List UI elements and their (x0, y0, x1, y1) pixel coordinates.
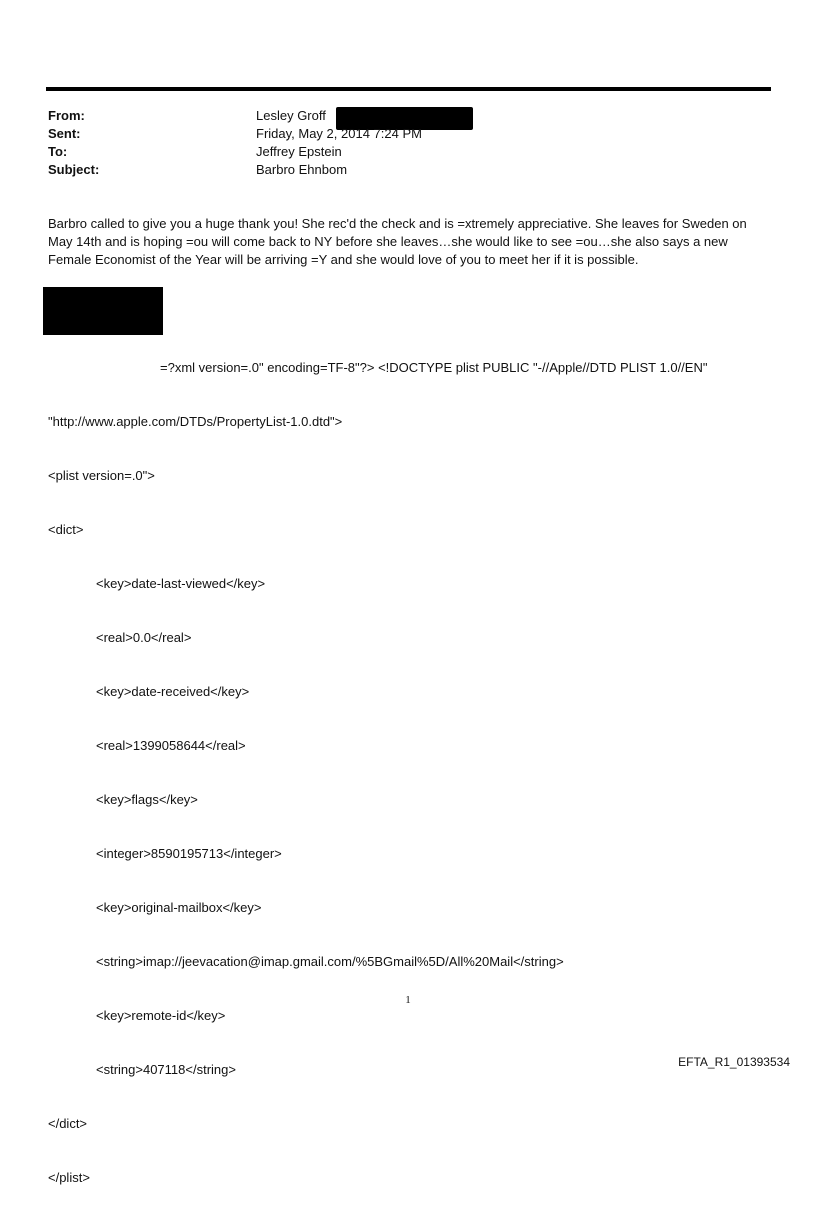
subject-label: Subject: (48, 162, 100, 177)
plist-line: <real>1399058644</real> (96, 738, 246, 753)
sent-label: Sent: (48, 126, 81, 141)
plist-line: <key>date-received</key> (96, 684, 250, 699)
plist-line: <real>0.0</real> (96, 630, 192, 645)
to-label: To: (48, 144, 68, 159)
plist-line: <string>407118</string> (96, 1062, 236, 1077)
email-body (48, 215, 768, 269)
body-paragraph: Barbro called to give you a huge thank you! She rec'd the check and is =xtremely appreciative. She leaves for Sweden on May 14th and is hoping =ou will come back to NY before she leaves…she would like to see =ou…she also says a new Female Economist of the Year will be arriving =Y and she would love of you to meet her if it is possible. (48, 216, 747, 267)
subject-row (48, 161, 422, 179)
plist-line: <string>imap://jeevacation@imap.gmail.com/%5BGmail%5D/All%20Mail</string> (96, 954, 564, 969)
plist-line: =?xml version=.0" encoding=TF-8"?> <!DOCTYPE plist PUBLIC "-//Apple//DTD PLIST 1.0//EN" (160, 360, 708, 375)
plist-line: <key>date-last-viewed</key> (96, 576, 266, 591)
bates-number: EFTA_R1_01393534 (678, 1055, 790, 1069)
plist-line: "http://www.apple.com/DTDs/PropertyList-1.0.dtd"> (48, 414, 343, 429)
sent-value: Friday, May 2, 2014 7:24 PM (256, 126, 422, 141)
header-rule (46, 87, 771, 91)
from-value (256, 107, 326, 125)
plist-line: <dict> (48, 522, 84, 537)
sent-row (48, 125, 422, 143)
from-row (48, 107, 422, 125)
plist-line: </plist> (48, 1170, 90, 1185)
to-row (48, 143, 422, 161)
plist-line: <plist version=.0"> (48, 468, 155, 483)
page-number: 1 (405, 994, 411, 1006)
email-header (48, 107, 422, 179)
plist-line: </dict> (48, 1116, 88, 1131)
plist-line: <key>remote-id</key> (96, 1008, 226, 1023)
from-name: Lesley Groff (256, 108, 326, 123)
from-label: From: (48, 108, 85, 123)
plist-line: <integer>8590195713</integer> (96, 846, 282, 861)
to-value: Jeffrey Epstein (256, 144, 342, 159)
plist-line: <key>original-mailbox</key> (96, 900, 262, 915)
subject-value: Barbro Ehnbom (256, 162, 348, 177)
plist-line: <key>flags</key> (96, 792, 198, 807)
